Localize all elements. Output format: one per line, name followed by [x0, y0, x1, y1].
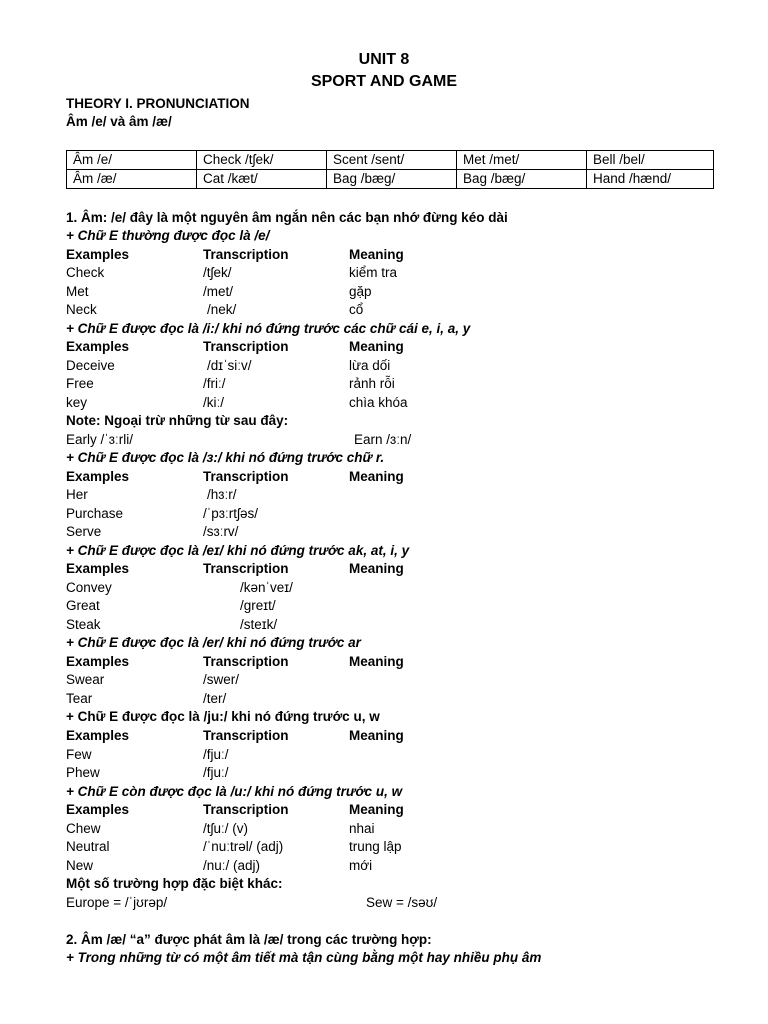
example-word: Free	[66, 376, 94, 391]
example-ipa: /kənˈveɪ/	[240, 580, 293, 595]
col-meaning: Meaning	[349, 654, 404, 669]
table-cell: Bag /bæg/	[327, 170, 457, 189]
col-examples: Examples	[66, 561, 130, 576]
col-examples: Examples	[66, 654, 130, 669]
theory-heading: THEORY I. PRONUNCIATION	[66, 96, 250, 111]
col-meaning: Meaning	[349, 469, 404, 484]
col-transcription: Transcription	[203, 654, 289, 669]
example-word: Check	[66, 265, 105, 280]
example-ipa: /swer/	[203, 672, 240, 687]
table-cell: Hand /hænd/	[587, 170, 714, 189]
example-word: key	[66, 395, 88, 410]
note-heading: Note: Ngoại trừ những từ sau đây:	[66, 413, 289, 428]
rule-heading: + Chữ E được đọc là /ju:/ khi nó đứng trước u, w	[66, 709, 380, 724]
example-word: Great	[66, 598, 100, 613]
col-transcription: Transcription	[203, 802, 289, 817]
col-examples: Examples	[66, 469, 130, 484]
example-meaning: trung lập	[349, 839, 402, 854]
example-word: Chew	[66, 821, 101, 836]
table-cell: Scent /sent/	[327, 151, 457, 170]
example-word: Met	[66, 284, 89, 299]
example-word: Neck	[66, 302, 97, 317]
rule-heading: + Chữ E thường được đọc là /e/	[66, 228, 270, 243]
example-ipa: /fjuː/	[203, 747, 229, 762]
table-cell: Âm /e/	[67, 151, 197, 170]
section1-heading: 1. Âm: /e/ đây là một nguyên âm ngắn nên các bạn nhớ đừng kéo dài	[66, 210, 508, 225]
rule-heading: + Trong những từ có một âm tiết mà tận cùng bằng một hay nhiều phụ âm	[66, 950, 542, 965]
col-meaning: Meaning	[349, 728, 404, 743]
example-meaning: lừa dối	[349, 358, 391, 373]
rule-heading: + Chữ E còn được đọc là /u:/ khi nó đứng trước u, w	[66, 784, 403, 799]
example-word: Purchase	[66, 506, 124, 521]
note-example: Earn /ɜːn/	[354, 432, 412, 447]
table-cell: Bell /bel/	[587, 151, 714, 170]
unit-title: UNIT 8	[358, 51, 410, 68]
example-meaning: rảnh rỗi	[349, 376, 395, 391]
example-ipa: /steɪk/	[240, 617, 278, 632]
example-ipa: /hɜːr/	[207, 487, 237, 502]
table-cell: Bag /bæg/	[457, 170, 587, 189]
col-transcription: Transcription	[203, 339, 289, 354]
example-ipa: /kiː/	[203, 395, 225, 410]
rule-heading: + Chữ E được đọc là /ɜ:/ khi nó đứng trước chữ r.	[66, 450, 385, 465]
example-ipa: /nek/	[207, 302, 237, 317]
col-examples: Examples	[66, 802, 130, 817]
special-example: Sew = /səʊ/	[366, 895, 438, 910]
example-meaning: chìa khóa	[349, 395, 408, 410]
sound-table	[66, 150, 714, 189]
example-word: Her	[66, 487, 88, 502]
example-meaning: nhai	[349, 821, 375, 836]
col-transcription: Transcription	[203, 247, 289, 262]
example-word: Steak	[66, 617, 101, 632]
example-ipa: /tʃuː/ (v)	[203, 821, 249, 836]
col-meaning: Meaning	[349, 339, 404, 354]
col-examples: Examples	[66, 728, 130, 743]
example-word: New	[66, 858, 94, 873]
special-example: Europe = /ˈjʊrəp/	[66, 895, 168, 910]
unit-subtitle: SPORT AND GAME	[310, 73, 458, 90]
example-word: Serve	[66, 524, 102, 539]
example-word: Swear	[66, 672, 105, 687]
theory-subheading: Âm /e/ và âm /æ/	[66, 114, 172, 129]
example-ipa: /friː/	[203, 376, 226, 391]
col-examples: Examples	[66, 339, 130, 354]
example-word: Few	[66, 747, 92, 762]
col-transcription: Transcription	[203, 561, 289, 576]
example-ipa: /met/	[203, 284, 234, 299]
example-ipa: /nuː/ (adj)	[203, 858, 261, 873]
col-transcription: Transcription	[203, 469, 289, 484]
example-ipa: /fjuː/	[203, 765, 229, 780]
table-row	[67, 170, 714, 189]
example-ipa: /sɜːrv/	[203, 524, 239, 539]
table-cell: Met /met/	[457, 151, 587, 170]
table-row	[67, 151, 714, 170]
table-cell: Check /tʃek/	[197, 151, 327, 170]
example-ipa: /greɪt/	[240, 598, 276, 613]
rule-heading: + Chữ E được đọc là /i:/ khi nó đứng trước các chữ cái e, i, a, y	[66, 321, 471, 336]
example-word: Deceive	[66, 358, 115, 373]
example-meaning: cổ	[349, 302, 364, 317]
example-word: Convey	[66, 580, 112, 595]
section2-heading: 2. Âm /æ/ “a” được phát âm là /æ/ trong các trường hợp:	[66, 932, 432, 947]
example-ipa: /tʃek/	[203, 265, 232, 280]
col-meaning: Meaning	[349, 561, 404, 576]
example-ipa: /dɪˈsiːv/	[207, 358, 252, 373]
example-word: Tear	[66, 691, 93, 706]
note-example: Early /ˈɜːrli/	[66, 432, 133, 447]
table-cell: Âm /æ/	[67, 170, 197, 189]
example-word: Phew	[66, 765, 100, 780]
col-transcription: Transcription	[203, 728, 289, 743]
special-heading: Một số trường hợp đặc biệt khác:	[66, 876, 283, 891]
col-examples: Examples	[66, 247, 130, 262]
rule-heading: + Chữ E được đọc là /er/ khi nó đứng trước ar	[66, 635, 361, 650]
example-meaning: mới	[349, 858, 373, 873]
example-ipa: /ˈnuːtrəl/ (adj)	[203, 839, 284, 854]
example-ipa: /ter/	[203, 691, 227, 706]
example-meaning: gặp	[349, 284, 372, 299]
example-ipa: /ˈpɜːrtʃəs/	[203, 506, 258, 521]
table-cell: Cat /kæt/	[197, 170, 327, 189]
col-meaning: Meaning	[349, 247, 404, 262]
example-word: Neutral	[66, 839, 110, 854]
col-meaning: Meaning	[349, 802, 404, 817]
example-meaning: kiểm tra	[349, 265, 398, 280]
rule-heading: + Chữ E được đọc là /eɪ/ khi nó đứng trước ak, at, i, y	[66, 543, 410, 558]
